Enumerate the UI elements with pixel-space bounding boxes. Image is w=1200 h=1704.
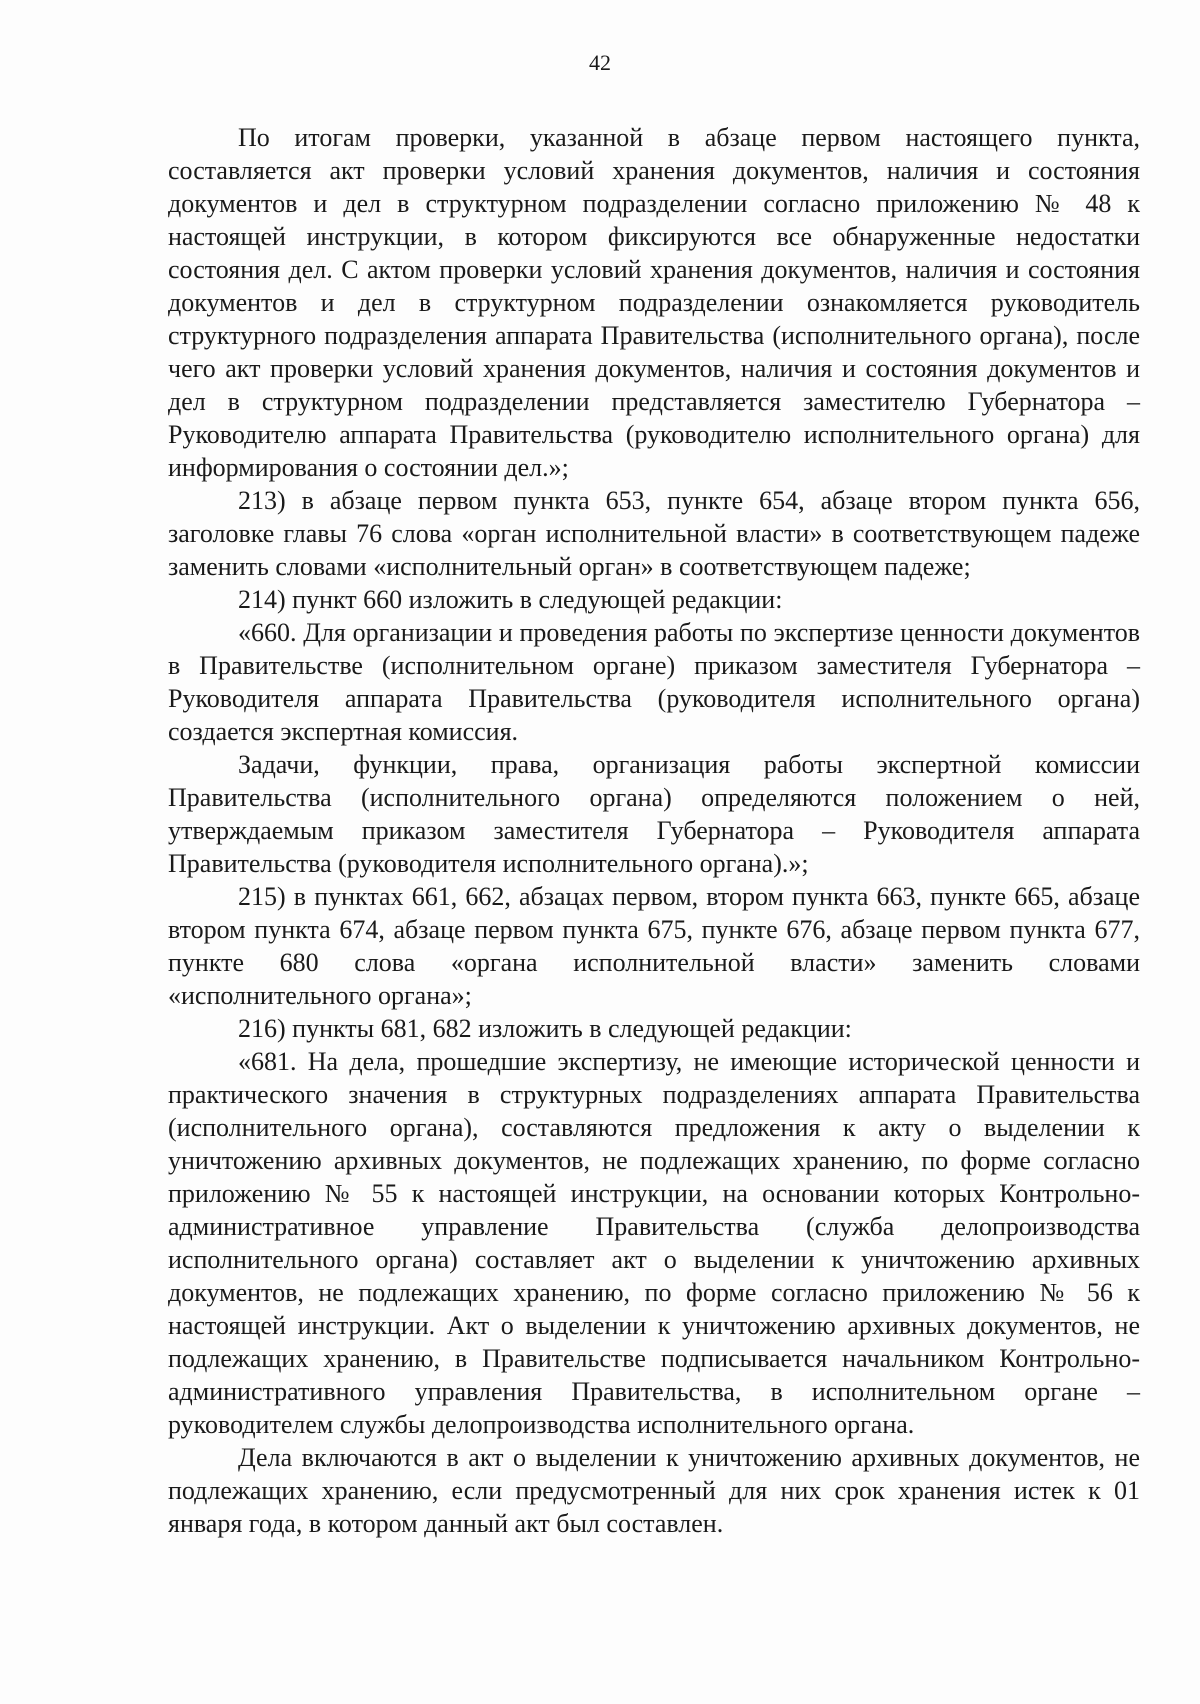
- paragraph-item-216: 216) пункты 681, 682 изложить в следующей редакции:: [238, 1014, 852, 1043]
- paragraph-item-215: 215) в пунктах 661, 662, абзацах первом, втором пункта 663, пункте 665, абзаце втором пункта 674, абзаце первом пункта 675, пункте 676, абзаце первом пункта 677, пункте 680 слова «органа исполнительной власти» заменить словами «исполнительного органа»;: [168, 882, 1140, 1010]
- document-body: [168, 121, 1140, 1540]
- paragraph-item-213: 213) в абзаце первом пункта 653, пункте 654, абзаце втором пункта 656, заголовке главы 76 слова «орган исполнительной власти» в соответствующем падеже заменить словами «исполнительный орган» в соответствующем падеже;: [168, 486, 1140, 581]
- paragraph-clause-660: «660. Для организации и проведения работы по экспертизе ценности документов в Правительстве (исполнительном органе) приказом заместителя Губернатора – Руководителя аппарата Правительства (руководителя исполнительного органа) создается экспертная комиссия.: [168, 618, 1140, 746]
- paragraph-clause-681: «681. На дела, прошедшие экспертизу, не имеющие исторической ценности и практического значения в структурных подразделениях аппарата Правительства (исполнительного органа), составляются предложения к акту о выделении к уничтожению архивных документов, не подлежащих хранению, по форме согласно приложению № 55 к настоящей инструкции, на основании которых Контрольно-административное управление Правительства (служба делопроизводства исполнительного органа) составляет акт о выделении к уничтожению архивных документов, не подлежащих хранению, по форме согласно приложению № 56 к настоящей инструкции. Акт о выделении к уничтожению архивных документов, не подлежащих хранению, в Правительстве подписывается начальником Контрольно-административного управления Правительства, в исполнительном органе – руководителем службы делопроизводства исполнительного органа.: [168, 1047, 1140, 1439]
- paragraph-destruction-criteria: Дела включаются в акт о выделении к уничтожению архивных документов, не подлежащих хранению, если предусмотренный для них срок хранения истек к 01 января года, в котором данный акт был составлен.: [168, 1443, 1140, 1538]
- paragraph-commission-tasks: Задачи, функции, права, организация работы экспертной комиссии Правительства (исполнительного органа) определяются положением о ней, утверждаемым приказом заместителя Губернатора – Руководителя аппарата Правительства (руководителя исполнительного органа).»;: [168, 750, 1140, 878]
- paragraph-inspection-act: По итогам проверки, указанной в абзаце первом настоящего пункта, составляется акт проверки условий хранения документов, наличия и состояния документов и дел в структурном подразделении согласно приложению № 48 к настоящей инструкции, в котором фиксируются все обнаруженные недостатки состояния дел. С актом проверки условий хранения документов, наличия и состояния документов и дел в структурном подразделении ознакомляется руководитель структурного подразделения аппарата Правительства (исполнительного органа), после чего акт проверки условий хранения документов, наличия и состояния документов и дел в структурном подразделении представляется заместителю Губернатора – Руководителю аппарата Правительства (руководителю исполнительного органа) для информирования о состоянии дел.»;: [168, 123, 1140, 482]
- paragraph-item-214: 214) пункт 660 изложить в следующей редакции:: [238, 585, 783, 614]
- page-number: 42: [589, 50, 611, 75]
